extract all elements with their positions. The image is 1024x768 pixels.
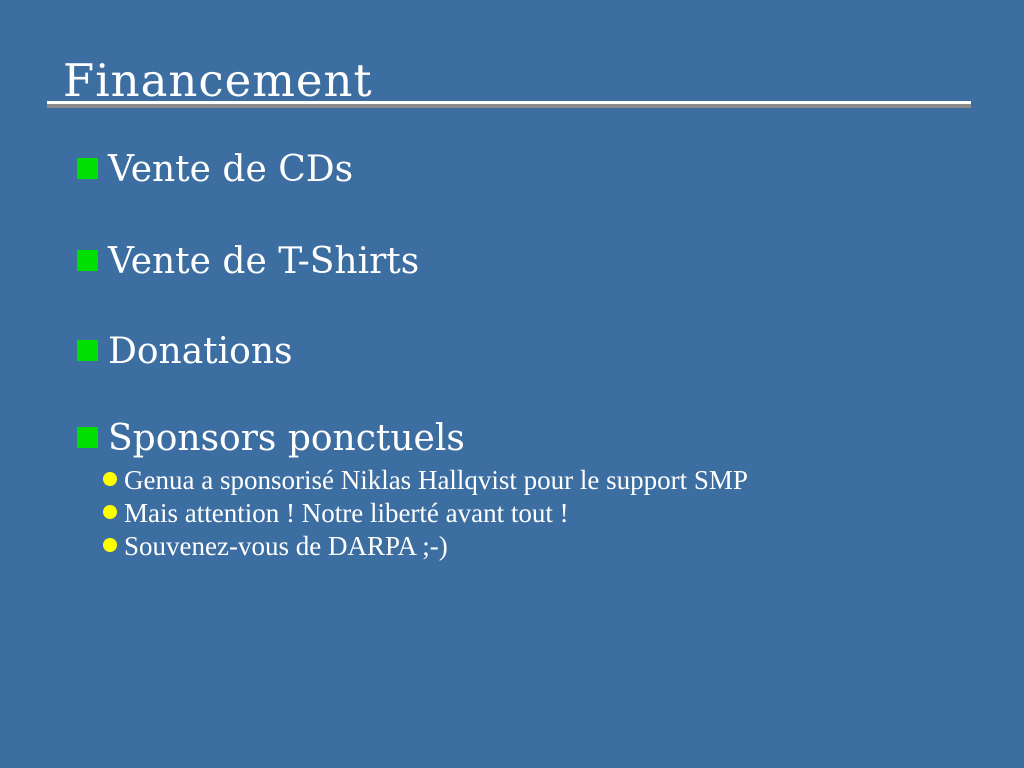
bullet-item [77,331,293,373]
sub-bullet-label: Mais attention ! Notre liberté avant tout ! [124,498,569,528]
bullet-label: Vente de T-Shirts [108,241,420,282]
sub-bullet-label: Souvenez-vous de DARPA ;-) [124,531,448,561]
bullet-label: Vente de CDs [108,149,354,190]
green-square-bullet-icon [77,158,98,179]
sub-bullet-item [103,497,569,530]
sub-bullet-item [103,464,748,497]
bullet-item [77,149,353,191]
sub-bullet-item [103,530,448,563]
green-square-bullet-icon [77,340,98,361]
slide-title: Financement [63,54,373,107]
bullet-item [77,418,465,460]
green-square-bullet-icon [77,250,98,271]
yellow-dot-bullet-icon [103,472,117,486]
bullet-label: Sponsors ponctuels [108,418,465,459]
sub-bullet-label: Genua a sponsorisé Niklas Hallqvist pour le support SMP [124,465,748,495]
title-underline-rule [47,101,971,108]
bullet-item [77,241,419,283]
green-square-bullet-icon [77,427,98,448]
yellow-dot-bullet-icon [103,505,117,519]
yellow-dot-bullet-icon [103,538,117,552]
bullet-label: Donations [108,331,293,372]
